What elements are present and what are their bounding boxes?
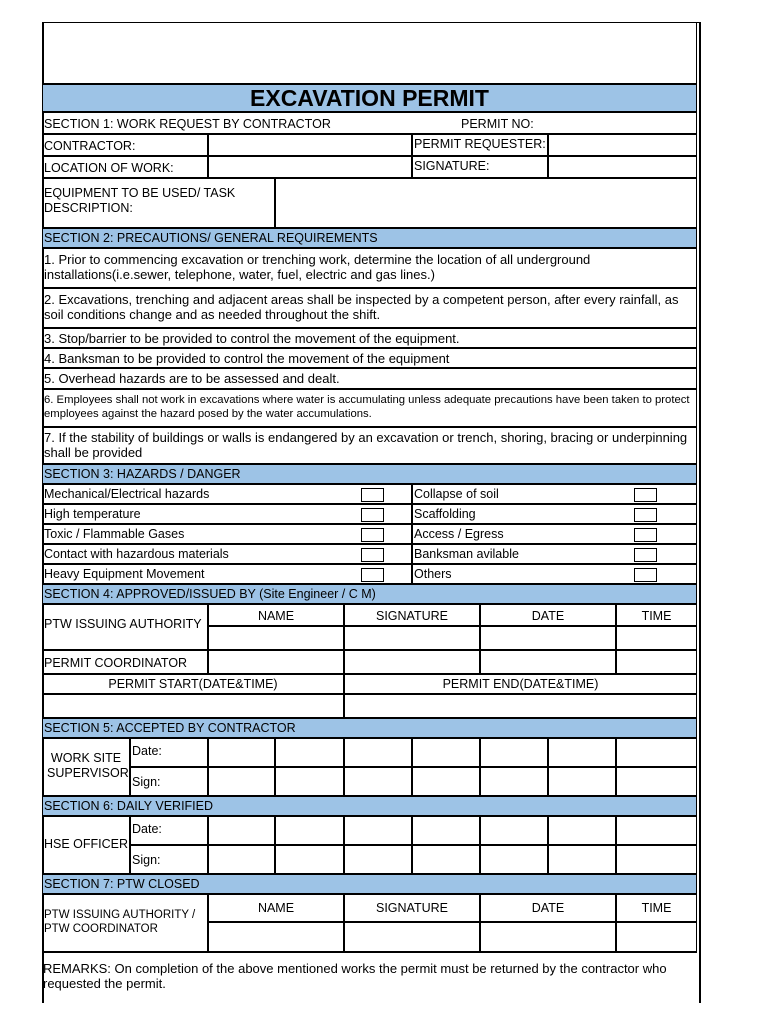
equipment-label: EQUIPMENT TO BE USED/ TASK DESCRIPTION: bbox=[42, 178, 275, 228]
supervisor-cell[interactable] bbox=[480, 738, 548, 767]
coordinator-date-field[interactable] bbox=[480, 650, 616, 674]
work-site-supervisor-label: WORK SITE SUPERVISOR bbox=[42, 738, 130, 796]
closed-time-field[interactable] bbox=[616, 922, 697, 952]
supervisor-cell[interactable] bbox=[344, 738, 412, 767]
closed-col-time-header: TIME bbox=[616, 894, 697, 922]
section4-heading: SECTION 4: APPROVED/ISSUED BY (Site Engineer / C M) bbox=[42, 584, 697, 604]
permit-no-label: PERMIT NO: bbox=[461, 117, 534, 131]
permit-end-label: PERMIT END(DATE&TIME) bbox=[344, 674, 697, 694]
hazard-left-5: Heavy Equipment Movement bbox=[42, 564, 412, 584]
permit-start-label: PERMIT START(DATE&TIME) bbox=[42, 674, 344, 694]
hazard-checkbox-right-4[interactable] bbox=[634, 548, 657, 562]
hazard-checkbox-right-1[interactable] bbox=[634, 488, 657, 502]
section2-heading: SECTION 2: PRECAUTIONS/ GENERAL REQUIREMENTS bbox=[42, 228, 697, 248]
col-time-header: TIME bbox=[616, 604, 697, 626]
hazard-checkbox-right-2[interactable] bbox=[634, 508, 657, 522]
ptw-time-field[interactable] bbox=[616, 626, 697, 650]
col-date-header: DATE bbox=[480, 604, 616, 626]
closed-col-date-header: DATE bbox=[480, 894, 616, 922]
hse-cell[interactable] bbox=[616, 845, 697, 874]
signature-field[interactable] bbox=[548, 156, 697, 178]
permit-requester-label: PERMIT REQUESTER: bbox=[412, 134, 548, 156]
hse-sign-label: Sign: bbox=[130, 845, 208, 874]
hse-cell[interactable] bbox=[412, 816, 480, 845]
hazard-checkbox-left-1[interactable] bbox=[361, 488, 384, 502]
hazard-checkbox-left-2[interactable] bbox=[361, 508, 384, 522]
hse-cell[interactable] bbox=[344, 845, 412, 874]
permit-coordinator-label: PERMIT COORDINATOR bbox=[42, 650, 208, 674]
supervisor-cell[interactable] bbox=[344, 767, 412, 796]
closed-date-field[interactable] bbox=[480, 922, 616, 952]
hse-cell[interactable] bbox=[208, 845, 275, 874]
ptw-issuing-authority-label: PTW ISSUING AUTHORITY bbox=[42, 604, 208, 650]
location-field[interactable] bbox=[208, 156, 412, 178]
hazard-right-1: Collapse of soil bbox=[412, 484, 697, 504]
closed-signature-field[interactable] bbox=[344, 922, 480, 952]
hazard-right-3: Access / Egress bbox=[412, 524, 697, 544]
precaution-1: 1. Prior to commencing excavation or trenching work, determine the location of all underground installations(i.e.sewer, telephone, water, fuel, electric and gas lines.) bbox=[42, 248, 697, 288]
hse-cell[interactable] bbox=[616, 816, 697, 845]
hse-date-label: Date: bbox=[130, 816, 208, 845]
ptw-signature-field[interactable] bbox=[344, 626, 480, 650]
precaution-5: 5. Overhead hazards are to be assessed and dealt. bbox=[42, 368, 697, 389]
hazard-checkbox-right-3[interactable] bbox=[634, 528, 657, 542]
page-title: EXCAVATION PERMIT bbox=[42, 84, 697, 112]
hse-cell[interactable] bbox=[208, 816, 275, 845]
coordinator-time-field[interactable] bbox=[616, 650, 697, 674]
col-name-header: NAME bbox=[208, 604, 344, 626]
hazard-right-4: Banksman avilable bbox=[412, 544, 697, 564]
section1-heading-row bbox=[42, 112, 697, 134]
signature-label: SIGNATURE: bbox=[412, 156, 548, 178]
hazard-left-2: High temperature bbox=[42, 504, 412, 524]
hazard-left-3: Toxic / Flammable Gases bbox=[42, 524, 412, 544]
precaution-6: 6. Employees shall not work in excavations where water is accumulating unless adequate precautions have been taken to protect employees against the hazard posed by the water accumulations. bbox=[42, 389, 697, 427]
hse-cell[interactable] bbox=[548, 816, 616, 845]
hazard-right-5: Others bbox=[412, 564, 697, 584]
hse-cell[interactable] bbox=[412, 845, 480, 874]
supervisor-cell[interactable] bbox=[548, 767, 616, 796]
supervisor-date-label: Date: bbox=[130, 738, 208, 767]
coordinator-name-field[interactable] bbox=[208, 650, 344, 674]
closed-col-name-header: NAME bbox=[208, 894, 344, 922]
equipment-field[interactable] bbox=[275, 178, 697, 228]
ptw-name-field[interactable] bbox=[208, 626, 344, 650]
supervisor-cell[interactable] bbox=[275, 767, 344, 796]
contractor-label: CONTRACTOR: bbox=[42, 134, 208, 156]
supervisor-cell[interactable] bbox=[275, 738, 344, 767]
section5-heading: SECTION 5: ACCEPTED BY CONTRACTOR bbox=[42, 718, 697, 738]
hse-cell[interactable] bbox=[480, 816, 548, 845]
supervisor-cell[interactable] bbox=[208, 738, 275, 767]
hazard-left-4: Contact with hazardous materials bbox=[42, 544, 412, 564]
coordinator-signature-field[interactable] bbox=[344, 650, 480, 674]
hazard-checkbox-right-5[interactable] bbox=[634, 568, 657, 582]
supervisor-cell[interactable] bbox=[412, 767, 480, 796]
hse-cell[interactable] bbox=[480, 845, 548, 874]
remarks: REMARKS: On completion of the above mentioned works the permit must be returned by the contractor who requested the permit. bbox=[42, 952, 697, 996]
permit-start-field[interactable] bbox=[42, 694, 344, 718]
section6-heading: SECTION 6: DAILY VERIFIED bbox=[42, 796, 697, 816]
hse-cell[interactable] bbox=[275, 845, 344, 874]
hse-cell[interactable] bbox=[548, 845, 616, 874]
section1-heading: SECTION 1: WORK REQUEST BY CONTRACTOR bbox=[44, 117, 331, 131]
hazard-right-2: Scaffolding bbox=[412, 504, 697, 524]
permit-end-field[interactable] bbox=[344, 694, 697, 718]
col-signature-header: SIGNATURE bbox=[344, 604, 480, 626]
supervisor-cell[interactable] bbox=[548, 738, 616, 767]
section7-heading: SECTION 7: PTW CLOSED bbox=[42, 874, 697, 894]
hse-cell[interactable] bbox=[344, 816, 412, 845]
closed-col-signature-header: SIGNATURE bbox=[344, 894, 480, 922]
hse-officer-label: HSE OFFICER bbox=[42, 816, 130, 874]
ptw-closed-role-label: PTW ISSUING AUTHORITY / PTW COORDINATOR bbox=[42, 894, 208, 952]
section3-heading: SECTION 3: HAZARDS / DANGER bbox=[42, 464, 697, 484]
hazard-left-1: Mechanical/Electrical hazards bbox=[42, 484, 412, 504]
supervisor-cell[interactable] bbox=[412, 738, 480, 767]
precaution-3: 3. Stop/barrier to be provided to control the movement of the equipment. bbox=[42, 328, 697, 348]
location-label: LOCATION OF WORK: bbox=[42, 156, 208, 178]
precaution-7: 7. If the stability of buildings or walls is endangered by an excavation or trench, shoring, bracing or underpinning shall be provided bbox=[42, 427, 697, 464]
precaution-4: 4. Banksman to be provided to control the movement of the equipment bbox=[42, 348, 697, 368]
supervisor-cell[interactable] bbox=[208, 767, 275, 796]
permit-requester-field[interactable] bbox=[548, 134, 697, 156]
ptw-date-field[interactable] bbox=[480, 626, 616, 650]
hse-cell[interactable] bbox=[275, 816, 344, 845]
supervisor-sign-label: Sign: bbox=[130, 767, 208, 796]
hazard-checkbox-left-4[interactable] bbox=[361, 548, 384, 562]
hazard-checkbox-left-5[interactable] bbox=[361, 568, 384, 582]
hazard-checkbox-left-3[interactable] bbox=[361, 528, 384, 542]
precaution-2: 2. Excavations, trenching and adjacent areas shall be inspected by a competent person, after every rainfall, as soil conditions change and as needed throughout the shift. bbox=[42, 288, 697, 328]
logo-area bbox=[42, 22, 697, 84]
closed-name-field[interactable] bbox=[208, 922, 344, 952]
contractor-field[interactable] bbox=[208, 134, 412, 156]
supervisor-cell[interactable] bbox=[480, 767, 548, 796]
supervisor-cell[interactable] bbox=[616, 738, 697, 767]
supervisor-cell[interactable] bbox=[616, 767, 697, 796]
